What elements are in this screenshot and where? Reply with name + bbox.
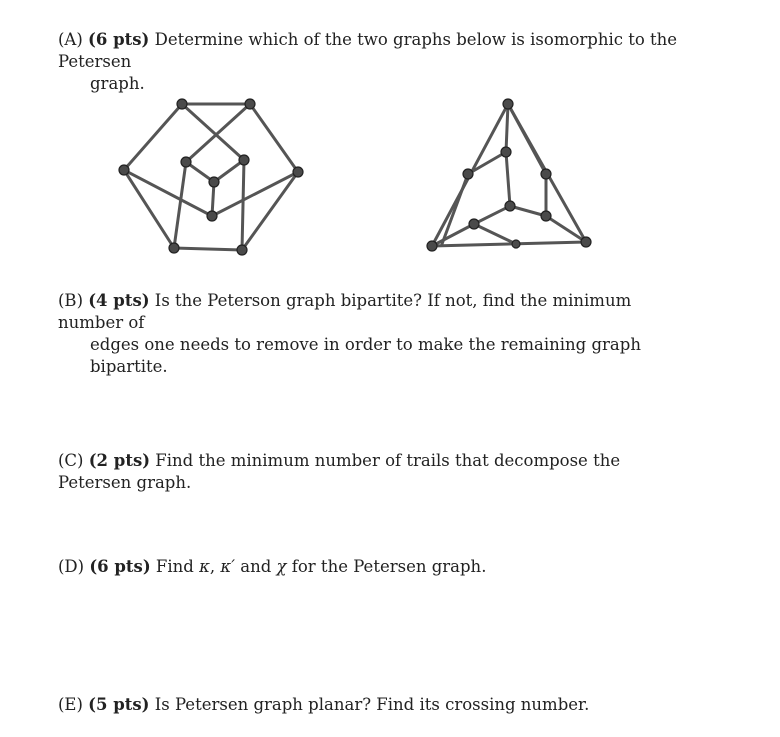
problem-e-label: (E) bbox=[58, 695, 83, 714]
problem-e-points: (5 pts) bbox=[88, 695, 150, 714]
problem-c bbox=[58, 450, 698, 494]
graph-left bbox=[110, 92, 315, 262]
problem-d-points: (6 pts) bbox=[89, 557, 151, 576]
problem-d-label: (D) bbox=[58, 557, 85, 576]
problem-d-text-pre: Find bbox=[155, 557, 200, 576]
problem-c-text: Find the minimum number of trails that decompose the Petersen graph. bbox=[58, 451, 621, 492]
problem-b-text: Is the Peterson graph bipartite? If not, find the minimum number of bbox=[58, 291, 632, 332]
graph-right bbox=[420, 92, 600, 262]
problem-a bbox=[58, 29, 698, 95]
problem-c-label: (C) bbox=[58, 451, 84, 470]
problem-a-points: (6 pts) bbox=[88, 30, 150, 49]
problem-e bbox=[58, 694, 698, 716]
problem-b-label: (B) bbox=[58, 291, 83, 310]
problem-b-points: (4 pts) bbox=[88, 291, 150, 310]
problem-b bbox=[58, 290, 698, 378]
problem-d bbox=[58, 556, 698, 578]
problem-a-text: Determine which of the two graphs below is isomorphic to the Petersen bbox=[58, 30, 678, 71]
problem-d-sep2: and bbox=[234, 557, 277, 576]
problem-d-text-post: for the Petersen graph. bbox=[286, 557, 487, 576]
problem-c-points: (2 pts) bbox=[88, 451, 151, 470]
graph-right-edges bbox=[432, 104, 586, 246]
graph-left-nodes bbox=[119, 99, 303, 255]
problem-b-cont: edges one needs to remove in order to make the remaining graph bipartite. bbox=[90, 335, 641, 376]
problem-d-sep1: , bbox=[209, 557, 221, 576]
problem-a-label: (A) bbox=[58, 30, 83, 49]
problem-a-cont: graph. bbox=[90, 74, 145, 93]
kappa-symbol: κ bbox=[199, 557, 210, 576]
chi-symbol: χ bbox=[276, 557, 287, 576]
problem-e-text: Is Petersen graph planar? Find its crossing number. bbox=[154, 695, 590, 714]
kappa-prime-symbol: κ′ bbox=[220, 557, 235, 576]
graph-left-edges bbox=[124, 104, 298, 250]
